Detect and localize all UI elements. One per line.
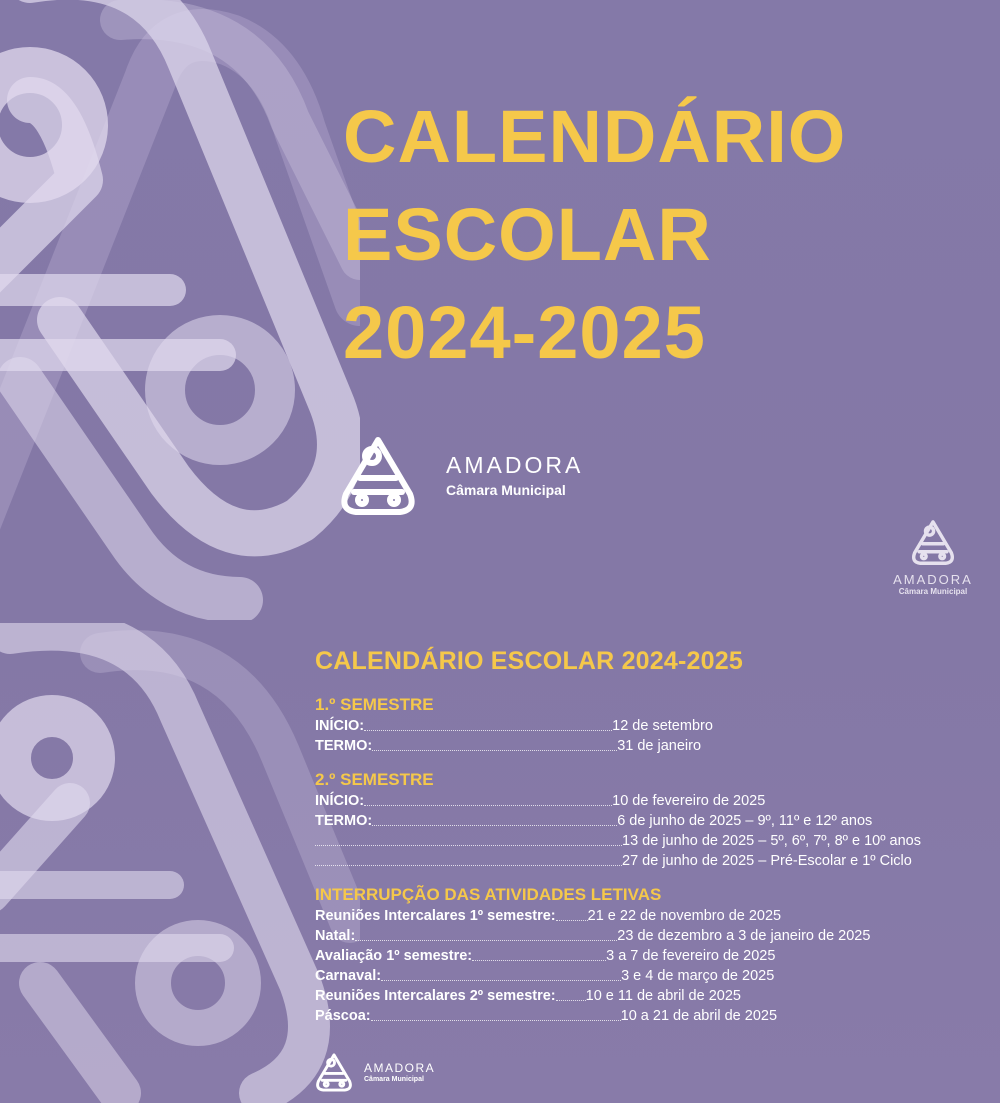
hero-title bbox=[343, 88, 846, 382]
row-label: Avaliação 1º semestre: bbox=[315, 948, 473, 964]
section-heading: 1.º SEMESTRE bbox=[315, 695, 434, 714]
list-item bbox=[315, 925, 995, 945]
school-calendar bbox=[315, 645, 995, 1025]
section-first-semester bbox=[315, 694, 995, 755]
row-label: INÍCIO: bbox=[315, 718, 365, 734]
brand-subtitle: Câmara Municipal bbox=[364, 1075, 424, 1083]
list-item bbox=[315, 945, 995, 965]
dotted-leader bbox=[315, 865, 622, 866]
dotted-leader bbox=[315, 845, 622, 846]
row-label: Natal: bbox=[315, 928, 356, 944]
amadora-logo-icon bbox=[910, 518, 956, 566]
row-value: 12 de setembro bbox=[612, 718, 713, 734]
hero-title-line-3: 2024-2025 bbox=[343, 291, 706, 374]
dotted-leader bbox=[556, 920, 588, 921]
hero-title-line-1: CALENDÁRIO bbox=[343, 95, 847, 178]
dotted-leader bbox=[472, 960, 606, 961]
row-value: 6 de junho de 2025 – 9º, 11º e 12º anos bbox=[617, 813, 873, 829]
dotted-leader bbox=[364, 730, 612, 731]
row-label: TERMO: bbox=[315, 738, 373, 754]
list-item bbox=[315, 850, 995, 870]
list-item bbox=[315, 715, 995, 735]
section-second-semester bbox=[315, 769, 995, 870]
brand-subtitle: Câmara Municipal bbox=[446, 482, 566, 498]
row-value: 10 e 11 de abril de 2025 bbox=[585, 988, 741, 1004]
list-item bbox=[315, 1005, 995, 1025]
row-label: Reuniões Intercalares 2º semestre: bbox=[315, 988, 556, 1004]
section-heading: INTERRUPÇÃO DAS ATIVIDADES LETIVAS bbox=[315, 885, 662, 904]
row-value: 3 e 4 de março de 2025 bbox=[621, 968, 775, 984]
decorative-amadora-mark-top bbox=[0, 0, 360, 620]
list-item bbox=[315, 965, 995, 985]
amadora-logo-icon bbox=[338, 434, 418, 516]
dotted-leader bbox=[556, 1000, 586, 1001]
section-breaks bbox=[315, 884, 995, 1025]
row-label: TERMO: bbox=[315, 813, 373, 829]
amadora-logo-icon bbox=[314, 1052, 354, 1092]
row-label: Carnaval: bbox=[315, 968, 382, 984]
dotted-leader bbox=[355, 940, 617, 941]
brand-subtitle: Câmara Municipal bbox=[898, 587, 968, 596]
hero-title-line-2: ESCOLAR bbox=[343, 193, 712, 276]
dotted-leader bbox=[381, 980, 621, 981]
brand-name: AMADORA bbox=[446, 452, 584, 478]
row-label: Páscoa: bbox=[315, 1008, 371, 1024]
list-item bbox=[315, 905, 995, 925]
row-value: 21 e 22 de novembro de 2025 bbox=[587, 908, 782, 924]
row-value: 23 de dezembro a 3 de janeiro de 2025 bbox=[617, 928, 871, 944]
decorative-logo-pattern bbox=[0, 0, 360, 1103]
calendar-title: CALENDÁRIO ESCOLAR 2024-2025 bbox=[315, 647, 743, 675]
row-value: 13 de junho de 2025 – 5º, 6º, 7º, 8º e 10º anos bbox=[622, 833, 921, 849]
row-label: INÍCIO: bbox=[315, 793, 365, 809]
row-label: Reuniões Intercalares 1º semestre: bbox=[315, 908, 556, 924]
row-value: 10 de fevereiro de 2025 bbox=[612, 793, 766, 809]
row-value: 10 a 21 de abril de 2025 bbox=[620, 1008, 778, 1024]
list-item bbox=[315, 735, 995, 755]
section-heading: 2.º SEMESTRE bbox=[315, 770, 434, 789]
brand-logo-main bbox=[338, 434, 583, 516]
row-value: 27 de junho de 2025 – Pré-Escolar e 1º Ciclo bbox=[622, 853, 912, 869]
brand-logo-corner bbox=[883, 518, 983, 597]
dotted-leader bbox=[372, 750, 617, 751]
row-value: 31 de janeiro bbox=[617, 738, 702, 754]
brand-logo-footer bbox=[314, 1052, 435, 1092]
list-item bbox=[315, 985, 995, 1005]
decorative-amadora-mark-bottom bbox=[0, 623, 360, 1103]
list-item bbox=[315, 810, 995, 830]
brand-name: AMADORA bbox=[364, 1060, 436, 1075]
row-value: 3 a 7 de fevereiro de 2025 bbox=[606, 948, 776, 964]
list-item bbox=[315, 830, 995, 850]
dotted-leader bbox=[372, 825, 617, 826]
dotted-leader bbox=[371, 1020, 621, 1021]
brand-name: AMADORA bbox=[893, 572, 973, 587]
dotted-leader bbox=[364, 805, 612, 806]
list-item bbox=[315, 790, 995, 810]
